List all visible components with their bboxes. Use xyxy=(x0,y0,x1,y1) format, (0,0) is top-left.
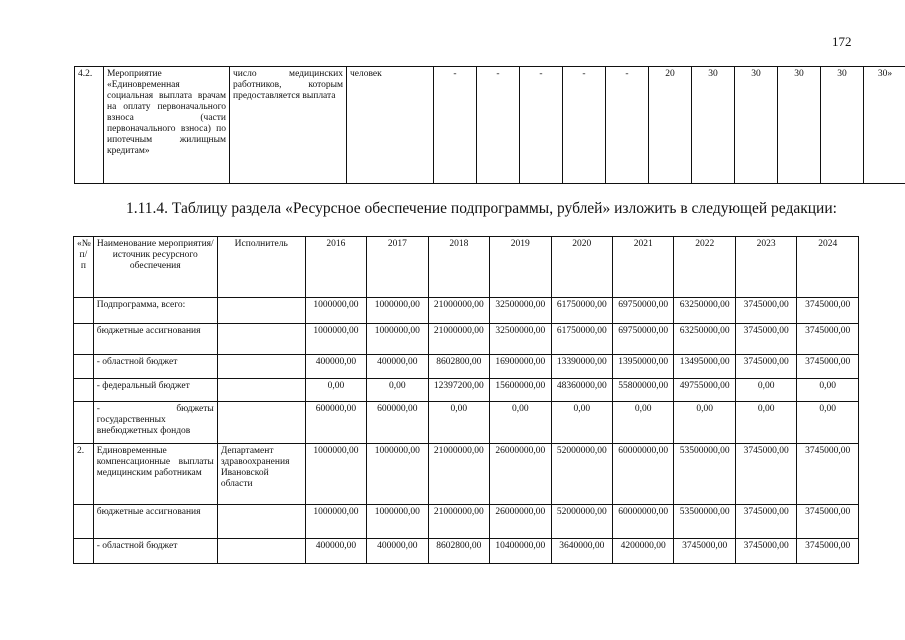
row-executor xyxy=(217,379,305,402)
amount-cell: 400000,00 xyxy=(305,539,366,564)
amount-cell: 69750000,00 xyxy=(612,298,673,324)
amount-cell: 0,00 xyxy=(674,402,735,444)
amount-cell: 0,00 xyxy=(612,402,673,444)
header-year: 2018 xyxy=(428,237,489,298)
amount-cell: 52000000,00 xyxy=(551,444,612,505)
row-executor: Департамент здравоохранения Ивановской области xyxy=(217,444,305,505)
amount-cell: 0,00 xyxy=(305,379,366,402)
amount-cell: 21000000,00 xyxy=(428,298,489,324)
table-row xyxy=(74,402,859,444)
amount-cell: 600000,00 xyxy=(305,402,366,444)
amount-cell: 61750000,00 xyxy=(551,324,612,355)
row-number: 4.2. xyxy=(75,67,104,184)
row-executor xyxy=(217,355,305,379)
value-cell: 30 xyxy=(692,67,735,184)
amount-cell: 3745000,00 xyxy=(797,539,859,564)
row-name: - областной бюджет xyxy=(93,355,217,379)
amount-cell: 0,00 xyxy=(735,402,796,444)
table-row xyxy=(74,505,859,539)
value-cell: - xyxy=(520,67,563,184)
row-name xyxy=(93,402,217,444)
amount-cell: 0,00 xyxy=(428,402,489,444)
amount-cell: 8602800,00 xyxy=(428,539,489,564)
row-name: - областной бюджет xyxy=(93,539,217,564)
amount-cell: 3745000,00 xyxy=(674,539,735,564)
value-cell: 30» xyxy=(864,67,905,184)
amount-cell: 400000,00 xyxy=(367,539,428,564)
amount-cell: 0,00 xyxy=(797,402,859,444)
amount-cell: 0,00 xyxy=(735,379,796,402)
amount-cell: 32500000,00 xyxy=(490,324,551,355)
amount-cell: 400000,00 xyxy=(367,355,428,379)
amount-cell: 13495000,00 xyxy=(674,355,735,379)
header-year: 2017 xyxy=(367,237,428,298)
amount-cell: 3640000,00 xyxy=(551,539,612,564)
amount-cell: 63250000,00 xyxy=(674,324,735,355)
amount-cell: 0,00 xyxy=(490,402,551,444)
amount-cell: 1000000,00 xyxy=(305,298,366,324)
row-no: 2. xyxy=(74,444,94,505)
header-year: 2024 xyxy=(797,237,859,298)
header-year: 2023 xyxy=(735,237,796,298)
amount-cell: 69750000,00 xyxy=(612,324,673,355)
header-name: Наименование мероприятия/источник ресурсного обеспечения xyxy=(93,237,217,298)
indicator-name: число медицинских работников, которым предоставляется выплата xyxy=(230,67,347,184)
amount-cell: 8602800,00 xyxy=(428,355,489,379)
amount-cell: 0,00 xyxy=(797,379,859,402)
amount-cell: 15600000,00 xyxy=(490,379,551,402)
table-row xyxy=(75,67,905,184)
amount-cell: 0,00 xyxy=(551,402,612,444)
amount-cell: 1000000,00 xyxy=(367,298,428,324)
amount-cell: 55800000,00 xyxy=(612,379,673,402)
value-cell: - xyxy=(434,67,477,184)
header-year: 2022 xyxy=(674,237,735,298)
row-name: - федеральный бюджет xyxy=(93,379,217,402)
table-row xyxy=(74,324,859,355)
row-name-first-line xyxy=(97,404,214,415)
amount-cell: 0,00 xyxy=(367,379,428,402)
row-name: Единовременные компенсационные выплаты медицинским работникам xyxy=(93,444,217,505)
amount-cell: 3745000,00 xyxy=(735,355,796,379)
amount-cell: 48360000,00 xyxy=(551,379,612,402)
amount-cell: 1000000,00 xyxy=(367,505,428,539)
row-name-word: бюджеты xyxy=(176,404,214,414)
table-row xyxy=(74,355,859,379)
amount-cell: 10400000,00 xyxy=(490,539,551,564)
measure-name: Мероприятие «Единовременная социальная выплата врачам на оплату первоначального взноса (части первоначального взноса) по ипотечным жилищным кредитам» xyxy=(104,67,230,184)
table-row xyxy=(74,539,859,564)
value-cell: 30 xyxy=(821,67,864,184)
row-name-rest: государственных внебюджетных фондов xyxy=(96,415,191,436)
amount-cell: 61750000,00 xyxy=(551,298,612,324)
amount-cell: 1000000,00 xyxy=(305,505,366,539)
amount-cell: 600000,00 xyxy=(367,402,428,444)
amount-cell: 21000000,00 xyxy=(428,324,489,355)
amount-cell: 1000000,00 xyxy=(367,324,428,355)
amount-cell: 21000000,00 xyxy=(428,444,489,505)
row-name: бюджетные ассигнования xyxy=(93,324,217,355)
amount-cell: 1000000,00 xyxy=(305,444,366,505)
row-executor xyxy=(217,539,305,564)
table-row xyxy=(74,298,859,324)
header-year: 2020 xyxy=(551,237,612,298)
amount-cell: 52000000,00 xyxy=(551,505,612,539)
header-executor: Исполнитель xyxy=(217,237,305,298)
row-no xyxy=(74,505,94,539)
amount-cell: 26000000,00 xyxy=(490,505,551,539)
amount-cell: 3745000,00 xyxy=(797,444,859,505)
page-number: 172 xyxy=(832,34,852,49)
row-no xyxy=(74,539,94,564)
amount-cell: 53500000,00 xyxy=(674,444,735,505)
section-heading: 1.11.4. Таблицу раздела «Ресурсное обеспечение подпрограммы, рублей» изложить в следующей редакции: xyxy=(126,200,837,217)
row-executor xyxy=(217,298,305,324)
amount-cell: 3745000,00 xyxy=(735,298,796,324)
amount-cell: 3745000,00 xyxy=(735,539,796,564)
amount-cell: 3745000,00 xyxy=(797,324,859,355)
header-year: 2016 xyxy=(305,237,366,298)
resource-table xyxy=(73,236,859,564)
amount-cell: 32500000,00 xyxy=(490,298,551,324)
value-cell: 30 xyxy=(735,67,778,184)
amount-cell: 3745000,00 xyxy=(735,505,796,539)
row-no xyxy=(74,402,94,444)
amount-cell: 60000000,00 xyxy=(612,505,673,539)
amount-cell: 13950000,00 xyxy=(612,355,673,379)
row-no xyxy=(74,324,94,355)
row-executor xyxy=(217,402,305,444)
amount-cell: 1000000,00 xyxy=(367,444,428,505)
table-row xyxy=(74,444,859,505)
header-no: «№ п/п xyxy=(74,237,94,298)
row-executor xyxy=(217,324,305,355)
amount-cell: 60000000,00 xyxy=(612,444,673,505)
value-cell: - xyxy=(477,67,520,184)
value-cell: 30 xyxy=(778,67,821,184)
table-header-row xyxy=(74,237,859,298)
indicator-table xyxy=(74,66,905,184)
amount-cell: 3745000,00 xyxy=(797,298,859,324)
row-name: бюджетные ассигнования xyxy=(93,505,217,539)
amount-cell: 3745000,00 xyxy=(735,324,796,355)
row-no xyxy=(74,298,94,324)
row-executor xyxy=(217,505,305,539)
header-year: 2021 xyxy=(612,237,673,298)
amount-cell: 13390000,00 xyxy=(551,355,612,379)
amount-cell: 16900000,00 xyxy=(490,355,551,379)
header-year: 2019 xyxy=(490,237,551,298)
table-row xyxy=(74,379,859,402)
value-cell: - xyxy=(606,67,649,184)
amount-cell: 26000000,00 xyxy=(490,444,551,505)
amount-cell: 21000000,00 xyxy=(428,505,489,539)
amount-cell: 53500000,00 xyxy=(674,505,735,539)
row-name-dash: - xyxy=(96,404,100,414)
amount-cell: 3745000,00 xyxy=(797,355,859,379)
unit-cell: человек xyxy=(347,67,434,184)
amount-cell: 12397200,00 xyxy=(428,379,489,402)
amount-cell: 49755000,00 xyxy=(674,379,735,402)
amount-cell: 1000000,00 xyxy=(305,324,366,355)
amount-cell: 4200000,00 xyxy=(612,539,673,564)
amount-cell: 400000,00 xyxy=(305,355,366,379)
amount-cell: 3745000,00 xyxy=(735,444,796,505)
amount-cell: 63250000,00 xyxy=(674,298,735,324)
row-no xyxy=(74,379,94,402)
row-no xyxy=(74,355,94,379)
value-cell: 20 xyxy=(649,67,692,184)
value-cell: - xyxy=(563,67,606,184)
amount-cell: 3745000,00 xyxy=(797,505,859,539)
row-name: Подпрограмма, всего: xyxy=(93,298,217,324)
